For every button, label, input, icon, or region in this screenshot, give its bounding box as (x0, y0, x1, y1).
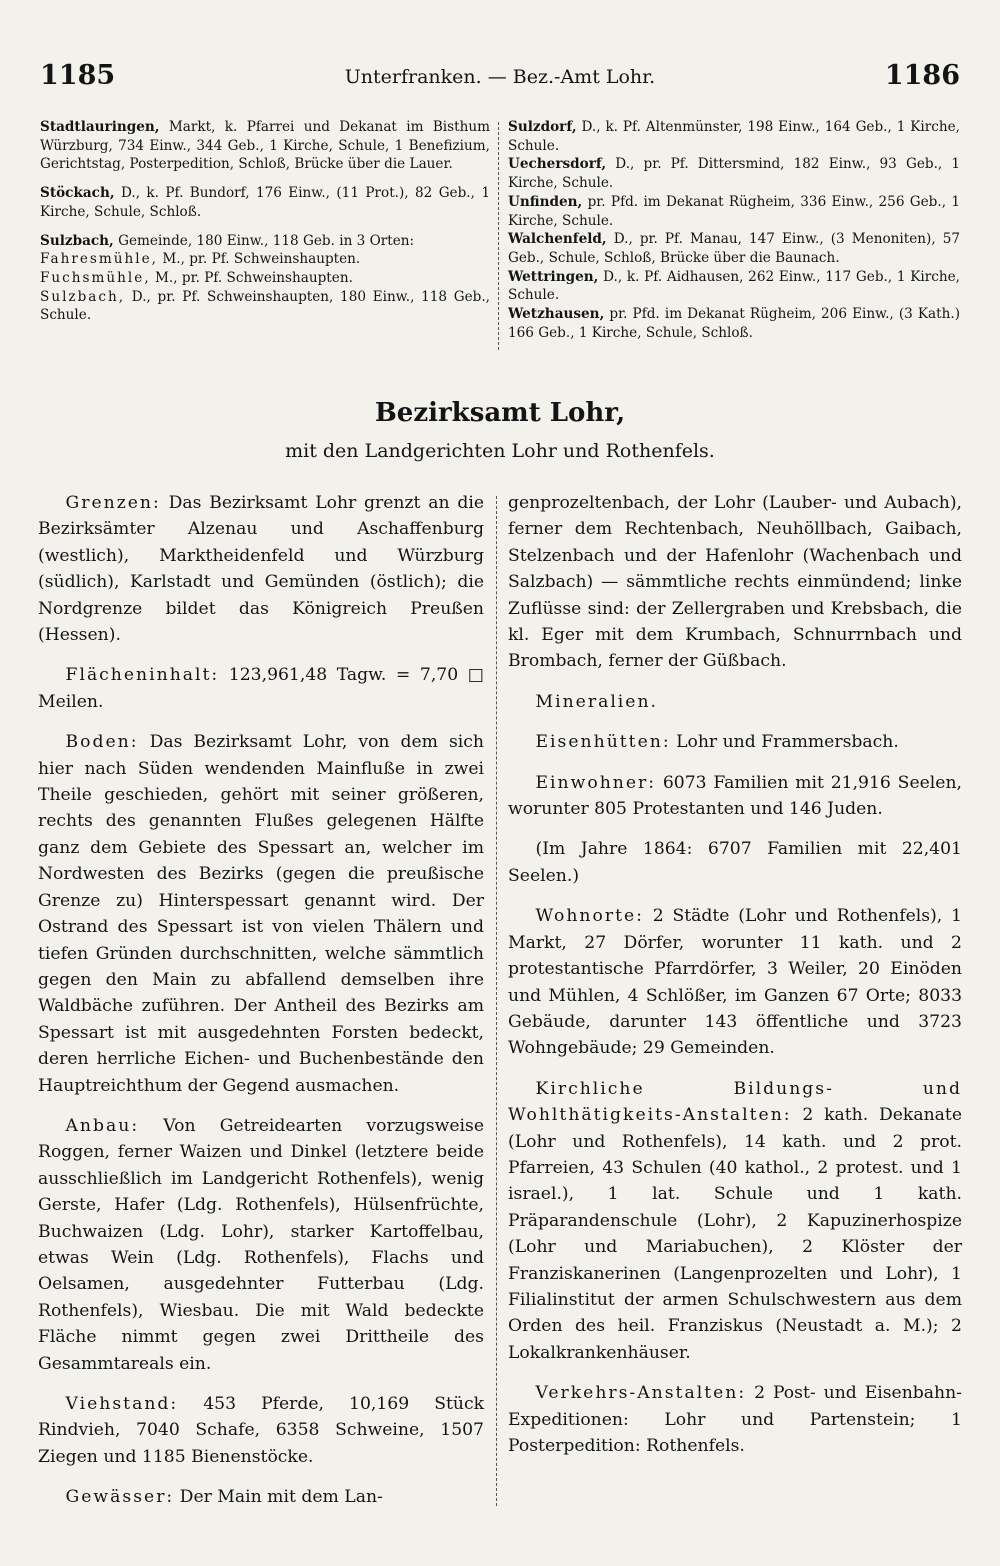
section-subtitle: mit den Landgerichten Lohr und Rothenfels. (285, 440, 715, 462)
place-entry (508, 230, 960, 267)
left-column (38, 490, 484, 1511)
paragraph-label: Viehstand: (65, 1394, 179, 1414)
place-description: D., k. Pf. Aidhausen, 262 Einw., 117 Geb., 1 Kirche, Schule. (508, 268, 961, 304)
place-description: pr. Pfd. im Dekanat Rügheim, 206 Einw., (3 Kath.) 166 Geb., 1 Kirche, Schule, Schloß. (508, 306, 960, 341)
paragraph-label: Wohnorte: (535, 906, 644, 927)
paragraph-settlements (508, 903, 962, 1061)
paragraph-waters (38, 1484, 484, 1510)
paragraph-label: Gewässer: (65, 1487, 175, 1508)
paragraph-transport (508, 1380, 962, 1459)
place-name: Wettringen, (508, 268, 599, 285)
paragraph-cultivation (38, 1113, 484, 1377)
place-description: M., pr. Pf. Schweinshaupten. (154, 269, 353, 286)
paragraph-institutions (508, 1076, 962, 1366)
place-entry (508, 193, 960, 230)
place-description: D., pr. Pf. Manau, 147 Einw., (3 Menoniten), 57 Geb., Schule, Schloß, Brücke über die Baunach. (508, 231, 960, 266)
place-description: D., pr. Pf. Dittersmind, 182 Einw., 93 Geb., 1 Kirche, Schule. (508, 156, 960, 192)
running-title: Unterfranken. — Bez.-Amt Lohr. (344, 66, 656, 88)
paragraph-borders (38, 490, 484, 648)
place-name: Uechersdorf, (508, 156, 607, 173)
paragraph-waters-continued (508, 490, 962, 675)
place-name: Wetzhausen, (508, 306, 605, 323)
paragraph-livestock (38, 1391, 484, 1470)
place-name: Walchenfeld, (508, 231, 607, 248)
paragraph-text: 453 Pferde, 10,169 Stück Rindvieh, 7040 Schafe, 6358 Schweine, 1507 Ziegen und 1185 Bienenstöcke. (38, 1394, 484, 1467)
place-entry (508, 118, 960, 155)
place-description: Markt, k. Pfarrei und Dekanat im Bisthum Würzburg, 734 Einw., 344 Geb., 1 Kirche, Schule, 1 Benefizium, Gerichtstag, Posterpedition, Schloß, Brücke über die Lauer. (40, 119, 490, 173)
paragraph-area (38, 662, 484, 715)
page-header (40, 60, 960, 100)
district-description (38, 490, 962, 1520)
place-entry (40, 184, 490, 221)
paragraph-text: 6073 Familien mit 21,916 Seelen, worunter 805 Protestanten und 146 Juden. (508, 772, 962, 820)
paragraph-label: Einwohner: (535, 772, 657, 793)
paragraph-inhabitants (508, 770, 962, 823)
section-title: Bezirksamt Lohr, (374, 398, 626, 428)
paragraph-text: Das Bezirksamt Lohr, von dem sich hier nach Süden wendenden Mainfluße in zwei Theile geschieden, gehört mit seiner größeren, rechts des genannten Flußes gelegenen Hälfte ganz dem Gebiete des Spessart an, welcher im Nordwesten des Bezirks (gegen die preußische Grenze zu) Hinterspessart genannt wird. Der Ostrand des Spessart ist von vielen Thälern und tiefen Gründen durchschnitten, welche sämmtlich gegen den Main zu abfallend demselben ihre Waldbäche zuführen. Der Antheil des Bezirks am Spessart ist mit ausgedehnten Forsten bedeckt, deren herrliche Eichen- und Buchenbestände den Hauptreichthum der Gegend ausmachen. (38, 732, 485, 1096)
page-number-left: 1185 (40, 60, 116, 91)
paragraph-label: Flächeninhalt: (65, 665, 220, 686)
place-entry (508, 268, 960, 305)
paragraph-text: 2 Post- und Eisenbahn-Expeditionen: Lohr und Partenstein; 1 Posterpedition: Rothenfels. (508, 1383, 962, 1456)
right-column (508, 490, 962, 1459)
place-entry (508, 155, 960, 192)
place-name: Sulzdorf, (508, 119, 577, 135)
paragraph-minerals (508, 689, 962, 715)
paragraph-label: Mineralien. (535, 691, 659, 712)
place-name: Unfinden, (508, 193, 583, 210)
paragraph-label: Grenzen: (65, 493, 161, 513)
place-description: M., pr. Pf. Schweinshaupten. (162, 251, 361, 268)
paragraph-text: 2 kath. Dekanate (Lohr und Rothenfels), 14 kath. und 2 prot. Pfarreien, 43 Schulen (40 kathol., 2 protest. und 1 israel.), 1 lat. Schule und 1 kath. Präparandenschule (Lohr), 2 Kapuzinerhospize (Lohr und Mariabuchen), 2 Klöster der Franziskanerinen (Langenprozelten und Lohr), 1 Filialinstitut der armen Schulschwestern aus dem Orden des heil. Franziskus (Neustadt a. M.); 2 Lokalkrankenhäuser. (508, 1105, 962, 1363)
page-number-right: 1186 (884, 60, 960, 91)
place-name: Stadtlauringen, (40, 119, 160, 135)
sub-place-entry (40, 269, 490, 288)
paragraph-label: Kirchliche Bildungs- und Wohlthätigkeits-Anstalten: (508, 1078, 962, 1126)
paragraph-label: Boden: (65, 732, 139, 753)
paragraph-text: 123,961,48 Tagw. = 7,70 □ Meilen. (38, 665, 484, 712)
place-name: Fahresmühle, (40, 251, 159, 268)
paragraph-label: Anbau: (65, 1115, 140, 1136)
place-description: D., k. Pf. Altenmünster, 198 Einw., 164 Geb., 1 Kirche, Schule. (508, 119, 960, 154)
paragraph-text: Das Bezirksamt Lohr grenzt an die Bezirksämter Alzenau und Aschaffenburg (westlich), Marktheidenfeld und Würzburg (südlich), Karlstadt und Gemünden (östlich); die Nordgrenze bildet das Königreich Preußen (Hessen). (38, 493, 484, 646)
place-name: Sulzbach, (40, 288, 126, 305)
place-name: Stöckach, (40, 185, 115, 202)
place-description: pr. Pfd. im Dekanat Rügheim, 336 Einw., 256 Geb., 1 Kirche, Schule. (508, 193, 960, 229)
paragraph-1864-note (508, 836, 962, 889)
place-description: D., pr. Pf. Schweinshaupten, 180 Einw., 118 Geb., Schule. (40, 288, 491, 324)
paragraph-text: Lohr und Frammersbach. (676, 732, 899, 753)
place-name: Fuchsmühle, (40, 269, 151, 286)
place-name: Sulzbach, (40, 232, 114, 249)
sub-place-entry (40, 288, 490, 325)
place-description: D., k. Pf. Bundorf, 176 Einw., (11 Prot.), 82 Geb., 1 Kirche, Schule, Schloß. (40, 185, 490, 220)
paragraph-text: genprozeltenbach, der Lohr (Lauber- und Aubach), ferner dem Rechtenbach, Neuhöllbach, Gaibach, Stelzenbach und der Hafenlohr (Wachenbach und Salzbach) — sämmtliche rechts einmündend; linke Zuflüsse sind: der Zellergraben und Krebsbach, die kl. Eger mit dem Krumbach, Schnurrnbach und Brombach, ferner der Güßbach. (508, 493, 962, 672)
place-description: Gemeinde, 180 Einw., 118 Geb. in 3 Orten: (118, 232, 415, 249)
place-entry (40, 232, 490, 251)
paragraph-text: (Im Jahre 1864: 6707 Familien mit 22,401 Seelen.) (508, 839, 962, 886)
gazetteer-continuation (40, 118, 960, 358)
gazetteer-right-column (508, 118, 960, 342)
place-entry (508, 305, 960, 342)
paragraph-label: Eisenhütten: (535, 732, 671, 753)
paragraph-ironworks (508, 729, 962, 755)
paragraph-text: 2 Städte (Lohr und Rothenfels), 1 Markt, 27 Dörfer, worunter 11 kath. und 2 protestantische Pfarrdörfer, 3 Weiler, 20 Einöden und Mühlen, 4 Schlößer, im Ganzen 67 Orte; 8033 Gebäude, darunter 143 öffentliche und 3723 Wohngebäude; 29 Gemeinden. (508, 906, 962, 1059)
gazetteer-left-column (40, 118, 490, 325)
place-entry (40, 118, 490, 174)
paragraph-soil (38, 729, 484, 1099)
column-divider (498, 122, 499, 350)
paragraph-label: Verkehrs-Anstalten: (535, 1383, 747, 1404)
column-divider (496, 496, 497, 1506)
paragraph-text: Von Getreidearten vorzugsweise Roggen, ferner Waizen und Dinkel (letztere beide ausschließlich im Landgericht Rothenfels), wenig Gerste, Hafer (Ldg. Rothenfels), Hülsenfrüchte, Buchwaizen (Ldg. Lohr), starker Kartoffelbau, etwas Wein (Ldg. Rothenfels), Flachs und Oelsamen, ausgedehnter Futterbau (Ldg. Rothenfels), Wiesbau. Die mit Wald bedeckte Fläche nimmt gegen zwei Drittheile des Gesammtareals ein. (38, 1115, 484, 1374)
paragraph-text: Der Main mit dem Lan- (179, 1487, 383, 1508)
sub-place-entry (40, 250, 490, 269)
